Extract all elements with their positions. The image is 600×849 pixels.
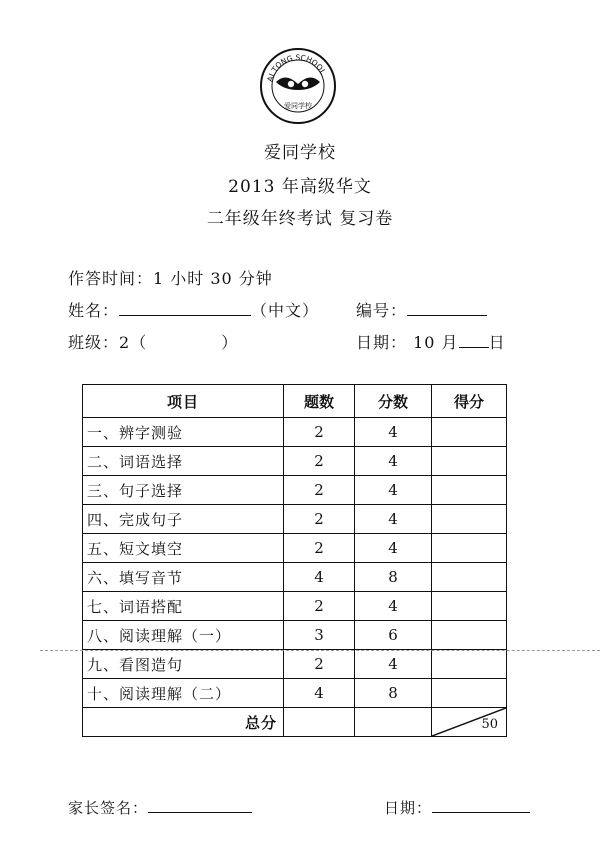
class-label: 班级： (68, 333, 120, 352)
row-score: 6 (355, 621, 432, 650)
header-obtained: 得分 (432, 385, 507, 418)
row-count: 2 (284, 476, 355, 505)
row-obtained[interactable] (432, 621, 507, 650)
exam-year-level: 2013 年高级华文 (228, 177, 372, 197)
row-score: 4 (355, 534, 432, 563)
date-label: 日期： (356, 333, 408, 352)
footer-date-blank[interactable] (432, 796, 530, 813)
row-item: 十、阅读理解（二） (83, 679, 284, 708)
header-score: 分数 (355, 385, 432, 418)
name-suffix: （中文） (251, 301, 320, 320)
score-table-row (83, 447, 507, 476)
row-count: 3 (284, 621, 355, 650)
row-item: 三、句子选择 (83, 476, 284, 505)
row-obtained[interactable] (432, 447, 507, 476)
school-crest-icon (258, 46, 338, 126)
row-count: 2 (284, 447, 355, 476)
row-score: 4 (355, 418, 432, 447)
score-table-row (83, 679, 507, 708)
score-table-row (83, 592, 507, 621)
row-count: 2 (284, 592, 355, 621)
row-obtained[interactable] (432, 650, 507, 679)
footer-date-label: 日期： (384, 799, 433, 817)
logo-ring-text: AI TONG SCHOOL (265, 52, 328, 83)
scan-artifact-line (40, 650, 600, 651)
row-item: 六、填写音节 (83, 563, 284, 592)
row-count: 2 (284, 534, 355, 563)
row-item: 四、完成句子 (83, 505, 284, 534)
row-item: 五、短文填空 (83, 534, 284, 563)
row-obtained[interactable] (432, 476, 507, 505)
total-score-cell (355, 708, 432, 737)
class-row (68, 330, 238, 353)
class-value: 2（ (119, 333, 148, 352)
score-table-row (83, 418, 507, 447)
row-score: 4 (355, 650, 432, 679)
row-obtained[interactable] (432, 592, 507, 621)
row-obtained[interactable] (432, 563, 507, 592)
number-blank[interactable] (407, 299, 487, 316)
row-score: 4 (355, 592, 432, 621)
class-close: ） (221, 333, 239, 352)
row-obtained[interactable] (432, 679, 507, 708)
row-count: 4 (284, 679, 355, 708)
row-obtained[interactable] (432, 534, 507, 563)
row-count: 2 (284, 505, 355, 534)
row-count: 2 (284, 418, 355, 447)
parent-sign-label: 家长签名： (68, 799, 149, 817)
row-count: 4 (284, 563, 355, 592)
score-table-row (83, 505, 507, 534)
score-table-row (83, 650, 507, 679)
exam-title: 二年级年终考试 复习卷 (206, 209, 394, 229)
date-day: 日 (488, 333, 506, 352)
score-table (82, 384, 507, 737)
date-row (356, 330, 506, 353)
total-count-cell (284, 708, 355, 737)
number-row (356, 298, 487, 321)
row-obtained[interactable] (432, 505, 507, 534)
date-day-blank[interactable] (459, 331, 489, 348)
footer-date-row (384, 796, 530, 818)
name-blank[interactable] (119, 299, 251, 316)
row-score: 4 (355, 447, 432, 476)
row-item: 一、辨字测验 (83, 418, 284, 447)
parent-sign-row (68, 796, 252, 818)
total-max: 50 (481, 717, 498, 732)
row-item: 八、阅读理解（一） (83, 621, 284, 650)
row-obtained[interactable] (432, 418, 507, 447)
score-table-row (83, 476, 507, 505)
score-table-row (83, 621, 507, 650)
score-table-header (83, 385, 507, 418)
row-score: 4 (355, 505, 432, 534)
school-logo (258, 46, 338, 126)
row-item: 七、词语搭配 (83, 592, 284, 621)
total-row (83, 708, 507, 737)
row-score: 8 (355, 563, 432, 592)
row-item: 二、词语选择 (83, 447, 284, 476)
total-obtained-cell[interactable] (432, 708, 507, 737)
row-count: 2 (284, 650, 355, 679)
header-count: 题数 (284, 385, 355, 418)
score-table-row (83, 534, 507, 563)
date-month: 10 月 (413, 333, 459, 352)
exam-duration: 作答时间：1 小时 30 分钟 (68, 269, 273, 288)
total-label: 总分 (83, 708, 284, 737)
school-name: 爱同学校 (264, 143, 336, 163)
name-row (68, 298, 319, 321)
name-label: 姓名： (68, 301, 120, 320)
row-score: 4 (355, 476, 432, 505)
number-label: 编号： (356, 301, 408, 320)
parent-sign-blank[interactable] (148, 796, 252, 813)
score-table-row (83, 563, 507, 592)
header-item: 项目 (83, 385, 284, 418)
row-item: 九、看图造句 (83, 650, 284, 679)
logo-bottom-text: 爱同学校 (284, 102, 312, 110)
row-score: 8 (355, 679, 432, 708)
